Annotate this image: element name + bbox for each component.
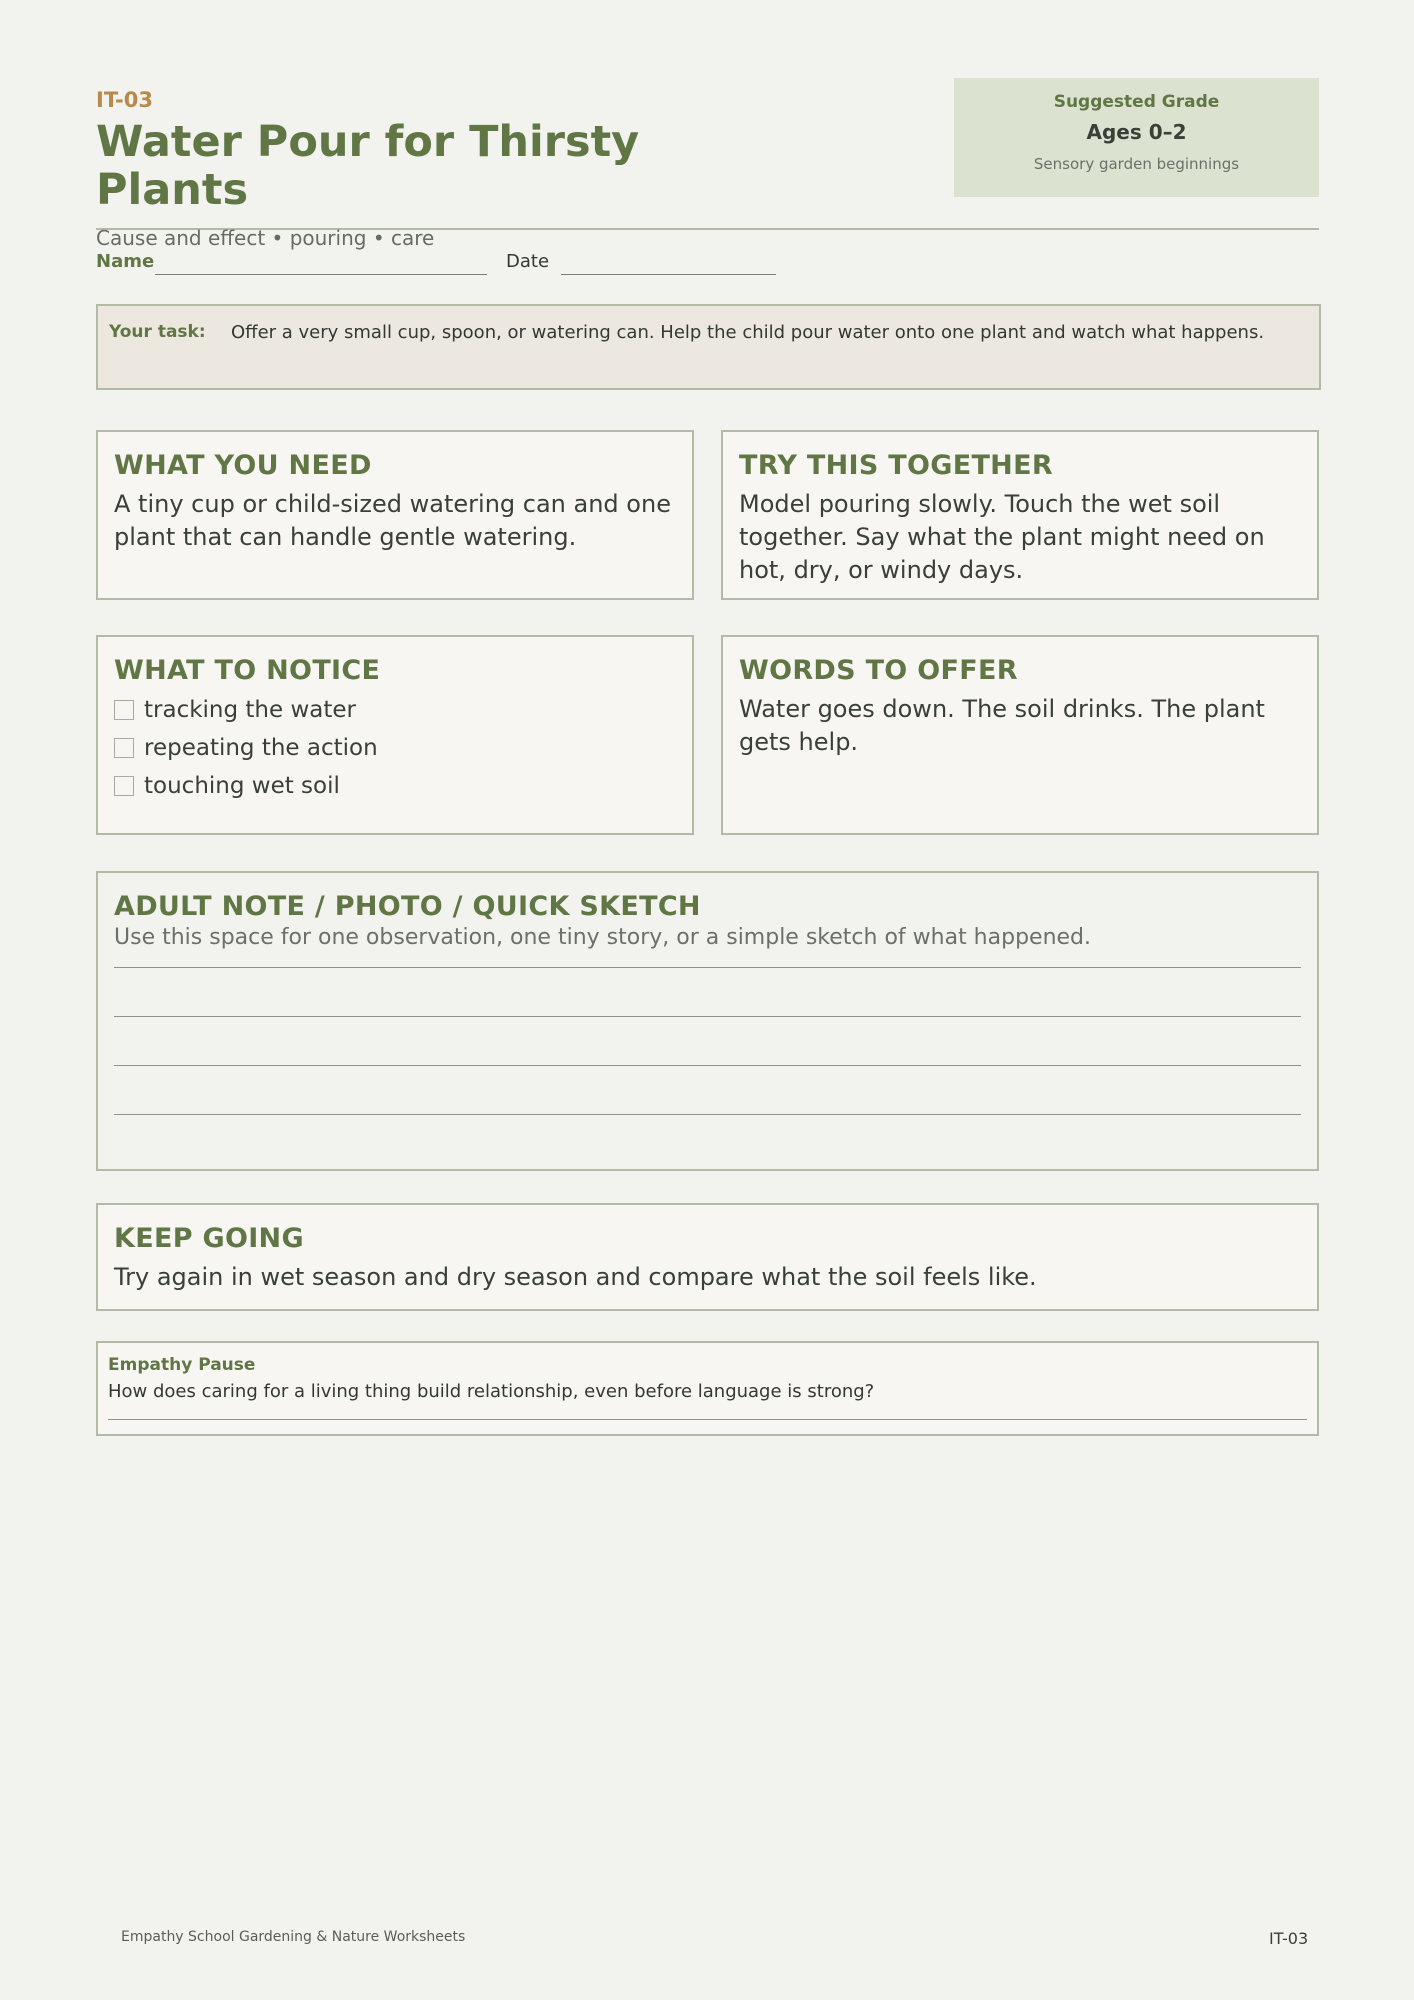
card-body: Try again in wet season and dry season and compare what the soil feels like. <box>114 1263 1037 1291</box>
page-subtitle: Cause and effect • pouring • care <box>96 226 435 250</box>
grade-box <box>954 78 1319 197</box>
date-label: Date <box>506 251 550 272</box>
notice-item[interactable] <box>114 697 356 723</box>
footer-publisher: Empathy School Gardening & Nature Worksheets <box>121 1929 466 1945</box>
keep-going-card <box>96 1203 1319 1311</box>
task-text: Offer a very small cup, spoon, or watering can. Help the child pour water onto one plant and watch what happens. <box>231 322 1265 343</box>
card-body: Model pouring slowly. Touch the wet soil together. Say what the plant might need on hot, dry, or windy days. <box>739 490 1265 584</box>
name-label: Name <box>96 251 155 272</box>
grade-label: Suggested Grade <box>1053 92 1220 112</box>
what-to-notice-card <box>96 635 694 835</box>
card-body: Water goes down. The soil drinks. The plant gets help. <box>739 695 1265 756</box>
grade-ages: Ages 0–2 <box>1086 120 1187 144</box>
words-to-offer-card <box>721 635 1319 835</box>
card-body: A tiny cup or child-sized watering can and one plant that can handle gentle watering. <box>114 490 671 551</box>
pause-question: How does caring for a living thing build relationship, even before language is strong? <box>108 1381 875 1402</box>
notice-item-label: tracking the water <box>144 697 356 723</box>
card-heading: WHAT TO NOTICE <box>114 655 381 686</box>
card-heading: WORDS TO OFFER <box>739 655 1018 686</box>
task-box <box>96 304 1321 390</box>
adult-note-card <box>96 871 1319 1171</box>
notice-item[interactable] <box>114 773 340 799</box>
writing-line[interactable] <box>114 1114 1301 1115</box>
pause-label: Empathy Pause <box>108 1355 256 1375</box>
footer-code: IT-03 <box>1269 1929 1309 1948</box>
grade-theme: Sensory garden beginnings <box>1033 155 1240 173</box>
card-heading: WHAT YOU NEED <box>114 450 372 481</box>
checkbox[interactable] <box>114 700 134 720</box>
card-heading: TRY THIS TOGETHER <box>739 450 1053 481</box>
checkbox[interactable] <box>114 738 134 758</box>
notice-item-label: touching wet soil <box>144 773 340 799</box>
try-this-together-card <box>721 430 1319 600</box>
card-heading: ADULT NOTE / PHOTO / QUICK SKETCH <box>114 891 701 922</box>
what-you-need-card <box>96 430 694 600</box>
notice-item[interactable] <box>114 735 378 761</box>
checkbox[interactable] <box>114 776 134 796</box>
answer-line[interactable] <box>108 1419 1307 1420</box>
writing-line[interactable] <box>114 1016 1301 1017</box>
worksheet-code: IT-03 <box>96 88 153 112</box>
name-field[interactable] <box>155 274 487 275</box>
writing-line[interactable] <box>114 967 1301 968</box>
task-label: Your task: <box>109 322 206 342</box>
writing-line[interactable] <box>114 1065 1301 1066</box>
card-heading: KEEP GOING <box>114 1223 304 1254</box>
empathy-pause-box <box>96 1341 1319 1436</box>
notice-item-label: repeating the action <box>144 735 378 761</box>
page-title: Water Pour for Thirsty Plants <box>96 117 640 215</box>
note-instructions: Use this space for one observation, one tiny story, or a simple sketch of what happened. <box>114 925 1092 950</box>
date-field[interactable] <box>561 274 776 275</box>
